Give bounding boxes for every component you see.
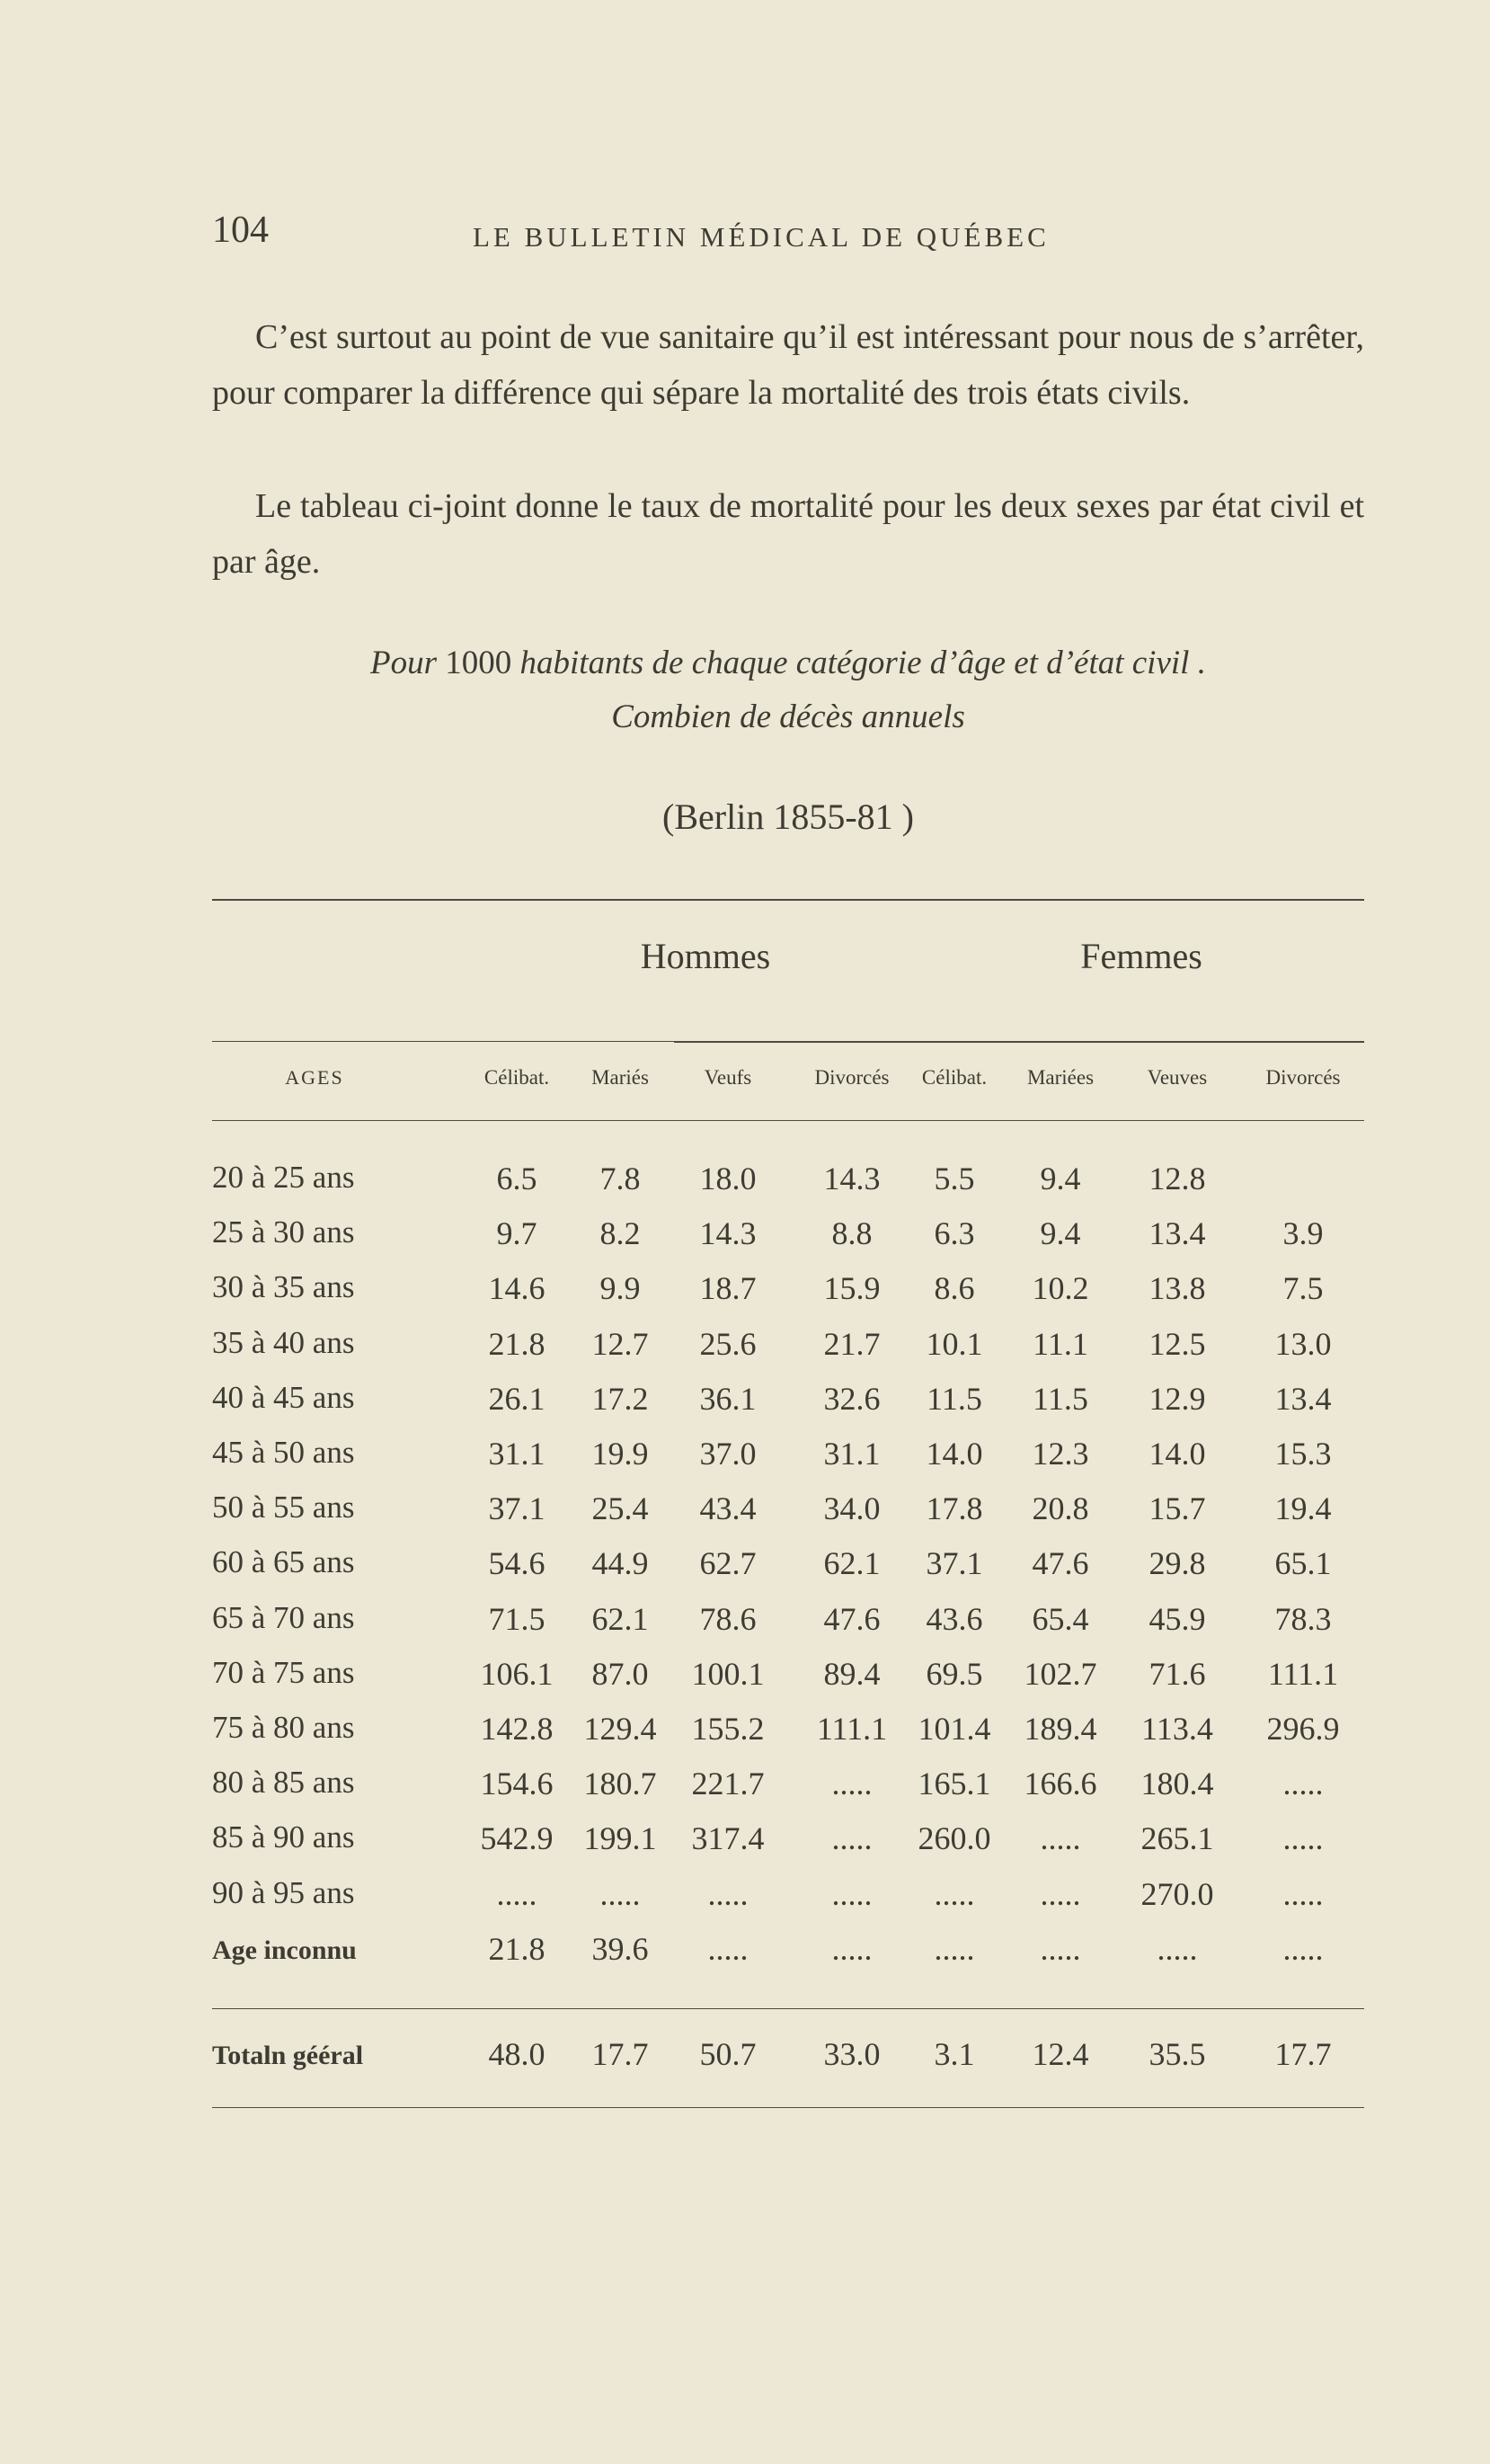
- value-cell: 111.1: [816, 1711, 888, 1747]
- value-cell: 14.0: [926, 1436, 983, 1472]
- value-cell: 12.5: [1149, 1326, 1206, 1362]
- value-cell: 78.3: [1274, 1601, 1332, 1637]
- value-cell: 37.0: [699, 1436, 757, 1472]
- value-cell: 14.3: [699, 1215, 757, 1251]
- table-row: [212, 1600, 1364, 1654]
- value-cell: 12.7: [591, 1326, 649, 1362]
- value-cell: 62.1: [823, 1545, 881, 1581]
- caption-pour: Pour: [370, 645, 438, 681]
- age-cell: 70 à 75 ans: [212, 1655, 355, 1690]
- table-row: [212, 1160, 1364, 1214]
- value-cell: 37.1: [926, 1545, 983, 1581]
- value-cell: .....: [934, 1931, 975, 1967]
- value-cell: 11.5: [927, 1381, 982, 1417]
- column-header-5: Célibat.: [921, 1066, 988, 1089]
- value-cell: 12.4: [1032, 2036, 1089, 2072]
- value-cell: 18.0: [699, 1161, 757, 1196]
- value-cell: .....: [707, 1876, 749, 1912]
- value-cell: .....: [1040, 1820, 1081, 1856]
- age-cell: 25 à 30 ans: [212, 1214, 355, 1250]
- value-cell: 33.0: [823, 2036, 881, 2072]
- value-cell: .....: [1282, 1931, 1324, 1967]
- value-cell: 9.9: [599, 1270, 641, 1306]
- value-cell: 17.7: [1274, 2036, 1332, 2072]
- value-cell: 13.4: [1149, 1215, 1206, 1251]
- value-cell: .....: [831, 1820, 873, 1856]
- header-bottom-rule: [212, 1120, 1364, 1121]
- value-cell: 32.6: [823, 1381, 881, 1417]
- value-cell: 106.1: [480, 1656, 554, 1692]
- table-row: [212, 1875, 1364, 1929]
- value-cell: 142.8: [480, 1711, 554, 1747]
- value-cell: 9.4: [1040, 1161, 1081, 1196]
- value-cell: 3.9: [1282, 1215, 1324, 1251]
- page-header: [212, 209, 1362, 262]
- caption-rest: habitants de chaque catégorie d’âge et d’état civil .: [519, 645, 1206, 681]
- value-cell: 13.4: [1274, 1381, 1332, 1417]
- value-cell: 78.6: [699, 1601, 757, 1637]
- group-rule-femmes: [674, 1041, 1364, 1043]
- value-cell: 13.0: [1274, 1326, 1332, 1362]
- value-cell: .....: [1157, 1931, 1198, 1967]
- value-cell: .....: [1282, 1876, 1324, 1912]
- value-cell: .....: [831, 1931, 873, 1967]
- value-cell: 71.6: [1149, 1656, 1206, 1692]
- value-cell: 3.1: [934, 2036, 975, 2072]
- column-header-8: Divorcés: [1265, 1066, 1341, 1089]
- value-cell: 50.7: [699, 2036, 757, 2072]
- age-cell: 20 à 25 ans: [212, 1160, 355, 1195]
- age-cell: 40 à 45 ans: [212, 1380, 355, 1415]
- value-cell: 37.1: [488, 1490, 545, 1526]
- value-cell: .....: [707, 1931, 749, 1967]
- column-header-3: Veufs: [704, 1066, 752, 1089]
- value-cell: 7.5: [1282, 1270, 1324, 1306]
- value-cell: 102.7: [1024, 1656, 1097, 1692]
- value-cell: 6.5: [496, 1161, 537, 1196]
- value-cell: 14.6: [488, 1270, 545, 1306]
- value-cell: .....: [1282, 1820, 1324, 1856]
- value-cell: 10.2: [1032, 1270, 1089, 1306]
- value-cell: .....: [831, 1876, 873, 1912]
- age-cell: 80 à 85 ans: [212, 1765, 355, 1800]
- value-cell: 270.0: [1140, 1876, 1214, 1912]
- value-cell: 44.9: [591, 1545, 649, 1581]
- value-cell: 17.8: [926, 1490, 983, 1526]
- value-cell: 21.8: [488, 1931, 545, 1967]
- paragraph-2: Le tableau ci-joint donne le taux de mortalité pour les deux sexes par état civil et par âge.: [212, 487, 1364, 581]
- value-cell: 71.5: [488, 1601, 545, 1637]
- value-cell: .....: [1040, 1876, 1081, 1912]
- value-cell: 189.4: [1024, 1711, 1097, 1747]
- value-cell: 62.1: [591, 1601, 649, 1637]
- age-cell: 75 à 80 ans: [212, 1710, 355, 1745]
- column-header-7: Veuves: [1147, 1066, 1208, 1089]
- value-cell: 180.4: [1140, 1766, 1214, 1801]
- running-title: LE BULLETIN MÉDICAL DE QUÉBEC: [473, 221, 1050, 253]
- value-cell: 8.8: [831, 1215, 873, 1251]
- table-row: [212, 1819, 1364, 1873]
- table-row: [212, 1655, 1364, 1709]
- age-cell: 50 à 55 ans: [212, 1490, 355, 1525]
- table-row: [212, 1490, 1364, 1543]
- value-cell: 12.9: [1149, 1381, 1206, 1417]
- table-bottom-rule: [212, 2107, 1364, 2108]
- value-cell: 48.0: [488, 2036, 545, 2072]
- value-cell: 317.4: [691, 1820, 765, 1856]
- total-label: Totaln gééral: [212, 2041, 364, 2070]
- value-cell: 29.8: [1149, 1545, 1206, 1581]
- age-cell: 85 à 90 ans: [212, 1819, 355, 1855]
- value-cell: 154.6: [480, 1766, 554, 1801]
- value-cell: 199.1: [583, 1820, 657, 1856]
- value-cell: 8.2: [599, 1215, 641, 1251]
- value-cell: 45.9: [1149, 1601, 1206, 1637]
- value-cell: .....: [831, 1766, 873, 1801]
- value-cell: 5.5: [934, 1161, 975, 1196]
- value-cell: 7.8: [599, 1161, 641, 1196]
- age-cell: 45 à 50 ans: [212, 1435, 355, 1470]
- value-cell: 260.0: [918, 1820, 991, 1856]
- age-cell: 90 à 95 ans: [212, 1875, 355, 1910]
- value-cell: 87.0: [591, 1656, 649, 1692]
- value-cell: 25.6: [699, 1326, 757, 1362]
- value-cell: 47.6: [823, 1601, 881, 1637]
- group-label-femmes: Femmes: [1080, 936, 1202, 976]
- value-cell: 43.4: [699, 1490, 757, 1526]
- value-cell: 36.1: [699, 1381, 757, 1417]
- value-cell: 12.8: [1149, 1161, 1206, 1196]
- value-cell: 25.4: [591, 1490, 649, 1526]
- value-cell: 15.3: [1274, 1436, 1332, 1472]
- value-cell: 165.1: [918, 1766, 991, 1801]
- value-cell: 62.7: [699, 1545, 757, 1581]
- value-cell: 15.9: [823, 1270, 881, 1306]
- value-cell: 14.3: [823, 1161, 881, 1196]
- value-cell: 11.5: [1033, 1381, 1088, 1417]
- value-cell: 15.7: [1149, 1490, 1206, 1526]
- value-cell: 13.8: [1149, 1270, 1206, 1306]
- value-cell: 39.6: [591, 1931, 649, 1967]
- value-cell: 11.1: [1033, 1326, 1088, 1362]
- value-cell: 21.7: [823, 1326, 881, 1362]
- value-cell: 18.7: [699, 1270, 757, 1306]
- value-cell: 19.9: [591, 1436, 649, 1472]
- table-row: [212, 1544, 1364, 1598]
- value-cell: 31.1: [488, 1436, 545, 1472]
- value-cell: 65.4: [1032, 1601, 1089, 1637]
- value-cell: .....: [1040, 1931, 1081, 1967]
- value-cell: 34.0: [823, 1490, 881, 1526]
- value-cell: 65.1: [1274, 1545, 1332, 1581]
- value-cell: 19.4: [1274, 1490, 1332, 1526]
- value-cell: 180.7: [583, 1766, 657, 1801]
- table-row: [212, 1325, 1364, 1379]
- paragraph-1: C’est surtout au point de vue sanitaire qu’il est intéressant pour nous de s’arrêter, pour comparer la différence qui sépare la mortalité des trois états civils.: [212, 318, 1364, 412]
- value-cell: 35.5: [1149, 2036, 1206, 2072]
- age-cell: 65 à 70 ans: [212, 1600, 355, 1635]
- value-cell: 47.6: [1032, 1545, 1089, 1581]
- table-row: [212, 1214, 1364, 1268]
- age-cell: 60 à 65 ans: [212, 1544, 355, 1579]
- value-cell: .....: [934, 1876, 975, 1912]
- table-source: (Berlin 1855-81 ): [662, 796, 914, 837]
- value-cell: 21.8: [488, 1326, 545, 1362]
- value-cell: 89.4: [823, 1656, 881, 1692]
- total-top-rule: [212, 2008, 1364, 2009]
- column-header-0: AGES: [285, 1066, 344, 1089]
- column-header-1: Célibat.: [483, 1066, 550, 1089]
- value-cell: 221.7: [691, 1766, 765, 1801]
- value-cell: .....: [1282, 1766, 1324, 1801]
- value-cell: 14.0: [1149, 1436, 1206, 1472]
- value-cell: 101.4: [918, 1711, 991, 1747]
- value-cell: 542.9: [480, 1820, 554, 1856]
- value-cell: 166.6: [1024, 1766, 1097, 1801]
- table-row: [212, 1269, 1364, 1323]
- table-row: [212, 1710, 1364, 1764]
- table-caption-line-1: [212, 644, 1364, 682]
- value-cell: 265.1: [1140, 1820, 1214, 1856]
- age-cell: Age inconnu: [212, 1935, 357, 1965]
- table-row: [212, 1435, 1364, 1489]
- value-cell: 54.6: [488, 1545, 545, 1581]
- value-cell: 31.1: [823, 1436, 881, 1472]
- value-cell: .....: [496, 1876, 537, 1912]
- value-cell: 43.6: [926, 1601, 983, 1637]
- value-cell: 17.7: [591, 2036, 649, 2072]
- value-cell: 9.7: [496, 1215, 537, 1251]
- value-cell: 296.9: [1266, 1711, 1340, 1747]
- value-cell: 9.4: [1040, 1215, 1081, 1251]
- page-number: 104: [212, 209, 269, 251]
- value-cell: 155.2: [691, 1711, 765, 1747]
- total-row: [212, 2035, 1364, 2089]
- column-header-4: Divorcés: [814, 1066, 890, 1089]
- group-label-hommes: Hommes: [640, 936, 771, 976]
- age-cell: 30 à 35 ans: [212, 1269, 355, 1304]
- table-row: [212, 1380, 1364, 1434]
- group-rule-hommes: [212, 1041, 742, 1042]
- value-cell: 113.4: [1141, 1711, 1213, 1747]
- value-cell: 111.1: [1267, 1656, 1339, 1692]
- column-header-2: Mariés: [591, 1066, 649, 1089]
- value-cell: 69.5: [926, 1656, 983, 1692]
- value-cell: 129.4: [583, 1711, 657, 1747]
- age-cell: 35 à 40 ans: [212, 1325, 355, 1360]
- value-cell: 100.1: [691, 1656, 765, 1692]
- table-row: [212, 1930, 1364, 1984]
- value-cell: 17.2: [591, 1381, 649, 1417]
- value-cell: 10.1: [926, 1326, 983, 1362]
- caption-number: 1000: [445, 645, 512, 681]
- value-cell: .....: [599, 1876, 641, 1912]
- table-top-rule: [212, 899, 1364, 901]
- table-caption-line-2: Combien de décès annuels: [611, 698, 965, 735]
- value-cell: 6.3: [934, 1215, 975, 1251]
- column-header-6: Mariées: [1026, 1066, 1095, 1089]
- value-cell: 26.1: [488, 1381, 545, 1417]
- value-cell: 12.3: [1032, 1436, 1089, 1472]
- table-row: [212, 1765, 1364, 1819]
- value-cell: 8.6: [934, 1270, 975, 1306]
- value-cell: 20.8: [1032, 1490, 1089, 1526]
